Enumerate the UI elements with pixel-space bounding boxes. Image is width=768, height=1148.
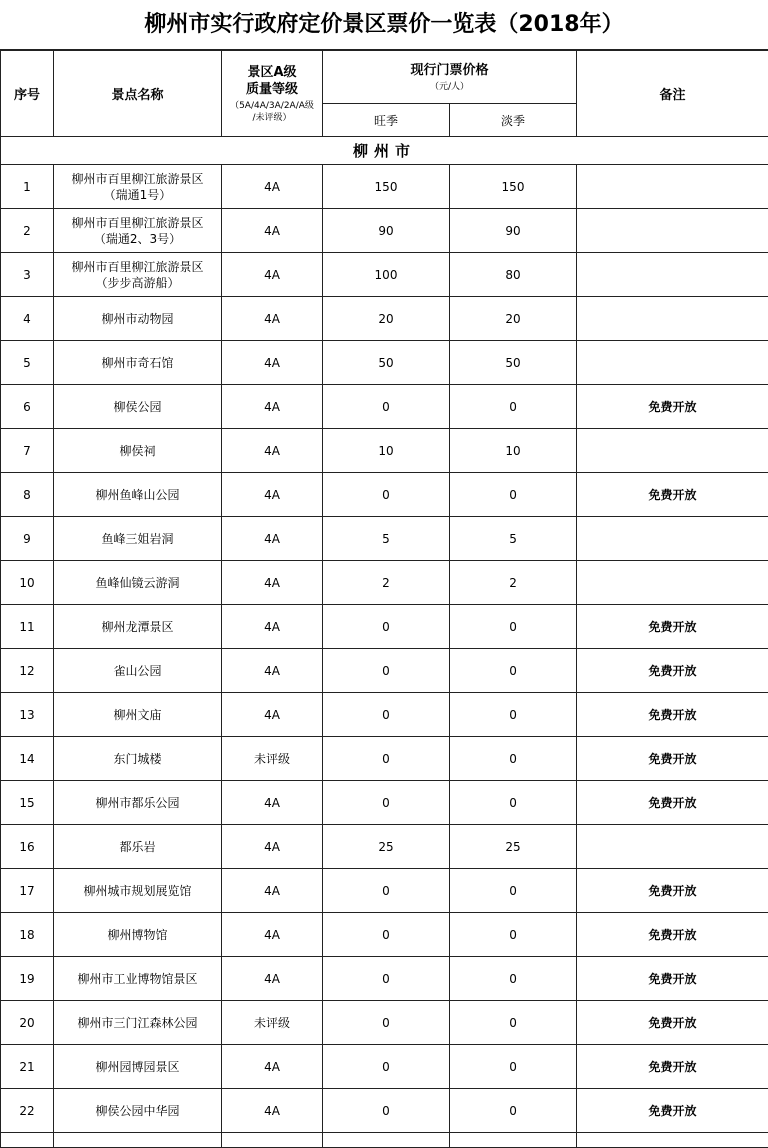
cell-name: [54, 869, 222, 913]
cell-off-price: 5: [450, 517, 577, 561]
cell-off-price: 150: [450, 165, 577, 209]
cell-name: [54, 1001, 222, 1045]
cell-grade: 4A: [222, 165, 323, 209]
cell-peak-price: 20: [323, 297, 450, 341]
cell-index: 8: [1, 473, 54, 517]
table-row: [1, 1089, 768, 1133]
cell-peak-price: 0: [323, 737, 450, 781]
cell-note: 免费开放: [577, 385, 768, 429]
cell-grade: 4A: [222, 473, 323, 517]
cell-grade: 4A: [222, 605, 323, 649]
cell-grade: 4A: [222, 1045, 323, 1089]
cell-name-line1: 柳州市百里柳江旅游景区: [71, 172, 203, 186]
price-unit: （元/人）: [323, 81, 576, 93]
col-index-header: 序号: [1, 51, 54, 137]
cell-note: 免费开放: [577, 869, 768, 913]
cell-name: [54, 561, 222, 605]
cell-grade: 4A: [222, 649, 323, 693]
table-row: [1, 913, 768, 957]
grade-title-1: 景区A级: [222, 64, 322, 81]
cell-name-line1: 柳州鱼峰山公园: [95, 488, 179, 502]
table-row: [1, 165, 768, 209]
cell-empty: [577, 1133, 768, 1148]
cell-note: [577, 209, 768, 253]
cell-name: [54, 605, 222, 649]
cell-grade: 4A: [222, 693, 323, 737]
cell-grade: 4A: [222, 957, 323, 1001]
table-row: [1, 297, 768, 341]
cell-name: [54, 429, 222, 473]
cell-peak-price: 90: [323, 209, 450, 253]
cell-name: [54, 737, 222, 781]
cell-index: 7: [1, 429, 54, 473]
cell-peak-price: 25: [323, 825, 450, 869]
col-peak-header: 旺季: [323, 104, 450, 137]
cell-off-price: 0: [450, 957, 577, 1001]
cell-grade: 未评级: [222, 737, 323, 781]
cell-peak-price: 150: [323, 165, 450, 209]
cell-empty: [450, 1133, 577, 1148]
cell-note: [577, 297, 768, 341]
cell-note: [577, 253, 768, 297]
page-title: 柳州市实行政府定价景区票价一览表（2018年）: [0, 0, 768, 50]
cell-name: [54, 385, 222, 429]
cell-note: 免费开放: [577, 1045, 768, 1089]
cell-off-price: 0: [450, 1089, 577, 1133]
cell-peak-price: 50: [323, 341, 450, 385]
cell-note: [577, 561, 768, 605]
cell-note: 免费开放: [577, 1089, 768, 1133]
cell-empty: [1, 1133, 54, 1148]
cell-off-price: 0: [450, 649, 577, 693]
cell-off-price: 0: [450, 693, 577, 737]
cell-off-price: 0: [450, 1045, 577, 1089]
cell-index: 16: [1, 825, 54, 869]
cell-grade: 4A: [222, 781, 323, 825]
cell-index: 21: [1, 1045, 54, 1089]
cell-name-line1: 柳州城市规划展览馆: [83, 884, 191, 898]
table-row: [1, 473, 768, 517]
cell-grade: 未评级: [222, 1001, 323, 1045]
cell-name-line1: 雀山公园: [113, 664, 161, 678]
cell-grade: 4A: [222, 517, 323, 561]
col-grade-header: [222, 51, 323, 137]
price-table: [0, 50, 768, 1148]
table-row: [1, 1001, 768, 1045]
cell-peak-price: 0: [323, 913, 450, 957]
table-row: [1, 693, 768, 737]
cell-name-line1: 鱼峰三姐岩洞: [101, 532, 173, 546]
cell-name-line1: 柳侯公园: [113, 400, 161, 414]
cell-note: 免费开放: [577, 1001, 768, 1045]
cell-name-line1: 柳州市都乐公园: [95, 796, 179, 810]
cell-name-line1: 柳州龙潭景区: [101, 620, 173, 634]
cell-note: 免费开放: [577, 781, 768, 825]
cell-name: [54, 913, 222, 957]
cell-name-line1: 都乐岩: [119, 840, 155, 854]
cell-off-price: 90: [450, 209, 577, 253]
cell-note: 免费开放: [577, 605, 768, 649]
table-row: [1, 649, 768, 693]
cell-name: [54, 693, 222, 737]
cell-off-price: 0: [450, 869, 577, 913]
cell-index: 6: [1, 385, 54, 429]
cell-peak-price: 0: [323, 649, 450, 693]
cell-name: [54, 825, 222, 869]
cell-index: 22: [1, 1089, 54, 1133]
cell-empty: [323, 1133, 450, 1148]
col-price-header: [323, 51, 577, 104]
cell-name-line1: 柳侯祠: [119, 444, 155, 458]
cell-peak-price: 0: [323, 869, 450, 913]
cell-grade: 4A: [222, 253, 323, 297]
cell-index: 1: [1, 165, 54, 209]
cell-index: 14: [1, 737, 54, 781]
cell-name-line1: 柳州市动物园: [101, 312, 173, 326]
header-row: [1, 51, 768, 104]
cell-peak-price: 0: [323, 693, 450, 737]
table-row: [1, 825, 768, 869]
cell-name-line1: 柳州文庙: [113, 708, 161, 722]
cell-grade: 4A: [222, 341, 323, 385]
cell-grade: 4A: [222, 429, 323, 473]
col-off-header: 淡季: [450, 104, 577, 137]
cell-name-line1: 柳州市百里柳江旅游景区: [71, 216, 203, 230]
cell-off-price: 0: [450, 473, 577, 517]
cell-index: 19: [1, 957, 54, 1001]
cell-name: [54, 341, 222, 385]
cell-name: [54, 957, 222, 1001]
cell-grade: 4A: [222, 1089, 323, 1133]
table-row: [1, 737, 768, 781]
cell-off-price: 0: [450, 737, 577, 781]
cell-name-line2: （瑞通1号）: [104, 188, 172, 202]
cell-note: [577, 825, 768, 869]
cell-peak-price: 0: [323, 1089, 450, 1133]
cell-off-price: 80: [450, 253, 577, 297]
cell-off-price: 0: [450, 385, 577, 429]
cell-name: [54, 1089, 222, 1133]
grade-title-2: 质量等级: [222, 81, 322, 98]
cell-name-line1: 柳侯公园中华园: [95, 1104, 179, 1118]
table-row: [1, 781, 768, 825]
cell-peak-price: 0: [323, 957, 450, 1001]
cell-name: [54, 649, 222, 693]
cell-name-line1: 柳州市工业博物馆景区: [77, 972, 197, 986]
cell-name-line2: （步步高游船）: [95, 276, 179, 290]
cell-peak-price: 100: [323, 253, 450, 297]
price-title: 现行门票价格: [323, 62, 576, 79]
grade-note-1: （5A/4A/3A/2A/A级: [222, 100, 322, 112]
cell-name-line1: 鱼峰仙镜云游洞: [95, 576, 179, 590]
cell-grade: 4A: [222, 561, 323, 605]
cell-peak-price: 0: [323, 605, 450, 649]
cell-name: [54, 165, 222, 209]
cell-peak-price: 2: [323, 561, 450, 605]
cell-note: [577, 429, 768, 473]
cell-peak-price: 0: [323, 385, 450, 429]
table-row: [1, 869, 768, 913]
cell-grade: 4A: [222, 913, 323, 957]
cell-grade: 4A: [222, 825, 323, 869]
cell-grade: 4A: [222, 297, 323, 341]
cell-grade: 4A: [222, 385, 323, 429]
cell-index: 12: [1, 649, 54, 693]
cell-index: 4: [1, 297, 54, 341]
cell-off-price: 0: [450, 781, 577, 825]
cell-off-price: 20: [450, 297, 577, 341]
table-row: [1, 1045, 768, 1089]
cell-peak-price: 0: [323, 1045, 450, 1089]
cell-index: 17: [1, 869, 54, 913]
cell-index: 18: [1, 913, 54, 957]
cell-empty: [222, 1133, 323, 1148]
cell-name: [54, 1045, 222, 1089]
section-title: 柳州市: [1, 137, 768, 165]
cell-off-price: 25: [450, 825, 577, 869]
table-row: [1, 517, 768, 561]
cell-index: 3: [1, 253, 54, 297]
table-row: [1, 209, 768, 253]
cell-grade: 4A: [222, 209, 323, 253]
cell-note: 免费开放: [577, 913, 768, 957]
cell-name-line1: 柳州园博园景区: [95, 1060, 179, 1074]
cell-name-line1: 柳州市百里柳江旅游景区: [71, 260, 203, 274]
cell-name: [54, 253, 222, 297]
table-row: [1, 957, 768, 1001]
cell-name: [54, 781, 222, 825]
cell-note: [577, 165, 768, 209]
section-row: [1, 137, 768, 165]
cell-peak-price: 0: [323, 1001, 450, 1045]
grade-note-2: /未评级）: [222, 112, 322, 124]
cell-index: 15: [1, 781, 54, 825]
cell-name: [54, 473, 222, 517]
cell-off-price: 10: [450, 429, 577, 473]
cell-note: 免费开放: [577, 473, 768, 517]
cell-name: [54, 209, 222, 253]
cell-name-line1: 东门城楼: [113, 752, 161, 766]
table-row-partial: [1, 1133, 768, 1148]
cell-index: 20: [1, 1001, 54, 1045]
cell-index: 11: [1, 605, 54, 649]
table-row: [1, 253, 768, 297]
col-remark-header: 备注: [577, 51, 768, 137]
cell-index: 13: [1, 693, 54, 737]
cell-name-line1: 柳州市奇石馆: [101, 356, 173, 370]
cell-grade: 4A: [222, 869, 323, 913]
table-row: [1, 385, 768, 429]
cell-peak-price: 0: [323, 781, 450, 825]
table-row: [1, 429, 768, 473]
cell-empty: [54, 1133, 222, 1148]
cell-index: 2: [1, 209, 54, 253]
cell-off-price: 2: [450, 561, 577, 605]
cell-note: 免费开放: [577, 957, 768, 1001]
cell-index: 5: [1, 341, 54, 385]
table-row: [1, 605, 768, 649]
cell-name-line1: 柳州市三门江森林公园: [77, 1016, 197, 1030]
cell-note: 免费开放: [577, 693, 768, 737]
cell-index: 10: [1, 561, 54, 605]
cell-off-price: 0: [450, 605, 577, 649]
cell-peak-price: 10: [323, 429, 450, 473]
col-name-header: 景点名称: [54, 51, 222, 137]
cell-name: [54, 297, 222, 341]
cell-off-price: 0: [450, 1001, 577, 1045]
cell-index: 9: [1, 517, 54, 561]
cell-peak-price: 5: [323, 517, 450, 561]
table-row: [1, 341, 768, 385]
cell-note: [577, 517, 768, 561]
cell-note: 免费开放: [577, 737, 768, 781]
cell-name-line2: （瑞通2、3号）: [94, 232, 181, 246]
cell-note: [577, 341, 768, 385]
table-row: [1, 561, 768, 605]
cell-note: 免费开放: [577, 649, 768, 693]
cell-off-price: 50: [450, 341, 577, 385]
cell-peak-price: 0: [323, 473, 450, 517]
cell-name-line1: 柳州博物馆: [107, 928, 167, 942]
cell-name: [54, 517, 222, 561]
cell-off-price: 0: [450, 913, 577, 957]
